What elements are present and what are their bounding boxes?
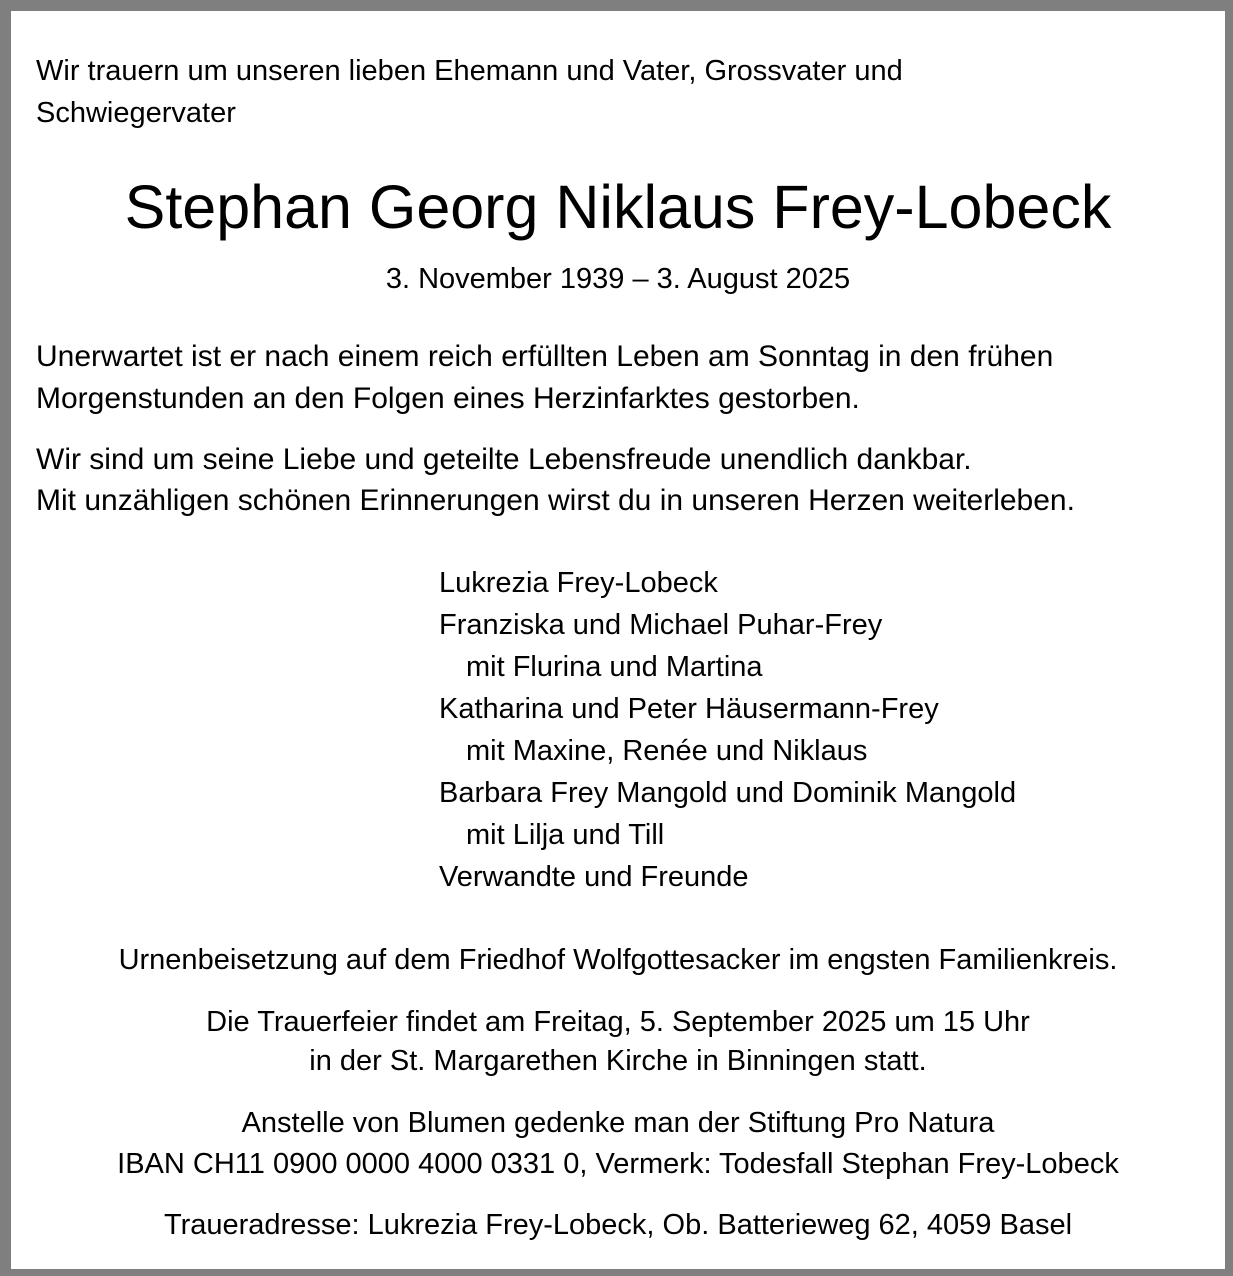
paragraph-1-line-1: Unerwartet ist er nach einem reich erfüllten Leben am Sonntag in den frühen <box>36 340 1054 373</box>
donation-line-1: Anstelle von Blumen gedenke man der Stiftung Pro Natura <box>241 1107 995 1139</box>
ceremony-line-2: in der St. Margarethen Kirche in Binningen statt. <box>309 1045 927 1077</box>
mourner-line: Franziska und Michael Puhar-Frey <box>439 609 883 641</box>
paragraph-2-line-1: Wir sind um seine Liebe und geteilte Lebensfreude unendlich dankbar. <box>36 443 972 476</box>
mourner-line: Barbara Frey Mangold und Dominik Mangold <box>439 777 1017 809</box>
mourning-address: Traueradresse: Lukrezia Frey-Lobeck, Ob. Batterieweg 62, 4059 Basel <box>163 1209 1073 1241</box>
mourner-line-children: mit Lilja und Till <box>466 819 665 851</box>
life-dates: 3. November 1939 – 3. August 2025 <box>385 263 851 295</box>
mourner-line: Katharina und Peter Häusermann-Frey <box>439 693 939 725</box>
deceased-name: Stephan Georg Niklaus Frey-Lobeck <box>124 173 1112 241</box>
intro-line-2: Schwiegervater <box>36 97 236 129</box>
mourner-line-children: mit Flurina und Martina <box>466 651 763 683</box>
paragraph-1-line-2: Morgenstunden an den Folgen eines Herzinfarktes gestorben. <box>36 382 860 415</box>
burial-note: Urnenbeisetzung auf dem Friedhof Wolfgottesacker im engsten Familienkreis. <box>118 944 1118 976</box>
intro-line-1: Wir trauern um unseren lieben Ehemann und Vater, Grossvater und <box>36 55 903 87</box>
mourner-line-children: mit Maxine, Renée und Niklaus <box>466 735 868 767</box>
mourner-line: Lukrezia Frey-Lobeck <box>439 567 718 599</box>
donation-line-2: IBAN CH11 0900 0000 4000 0331 0, Vermerk: Todesfall Stephan Frey-Lobeck <box>117 1148 1119 1180</box>
paragraph-2-line-2: Mit unzähligen schönen Erinnerungen wirst du in unseren Herzen weiterleben. <box>36 484 1075 517</box>
ceremony-line-1: Die Trauerfeier findet am Freitag, 5. September 2025 um 15 Uhr <box>206 1006 1030 1038</box>
mourner-line: Verwandte und Freunde <box>439 861 749 893</box>
obituary-notice <box>11 11 1225 1269</box>
